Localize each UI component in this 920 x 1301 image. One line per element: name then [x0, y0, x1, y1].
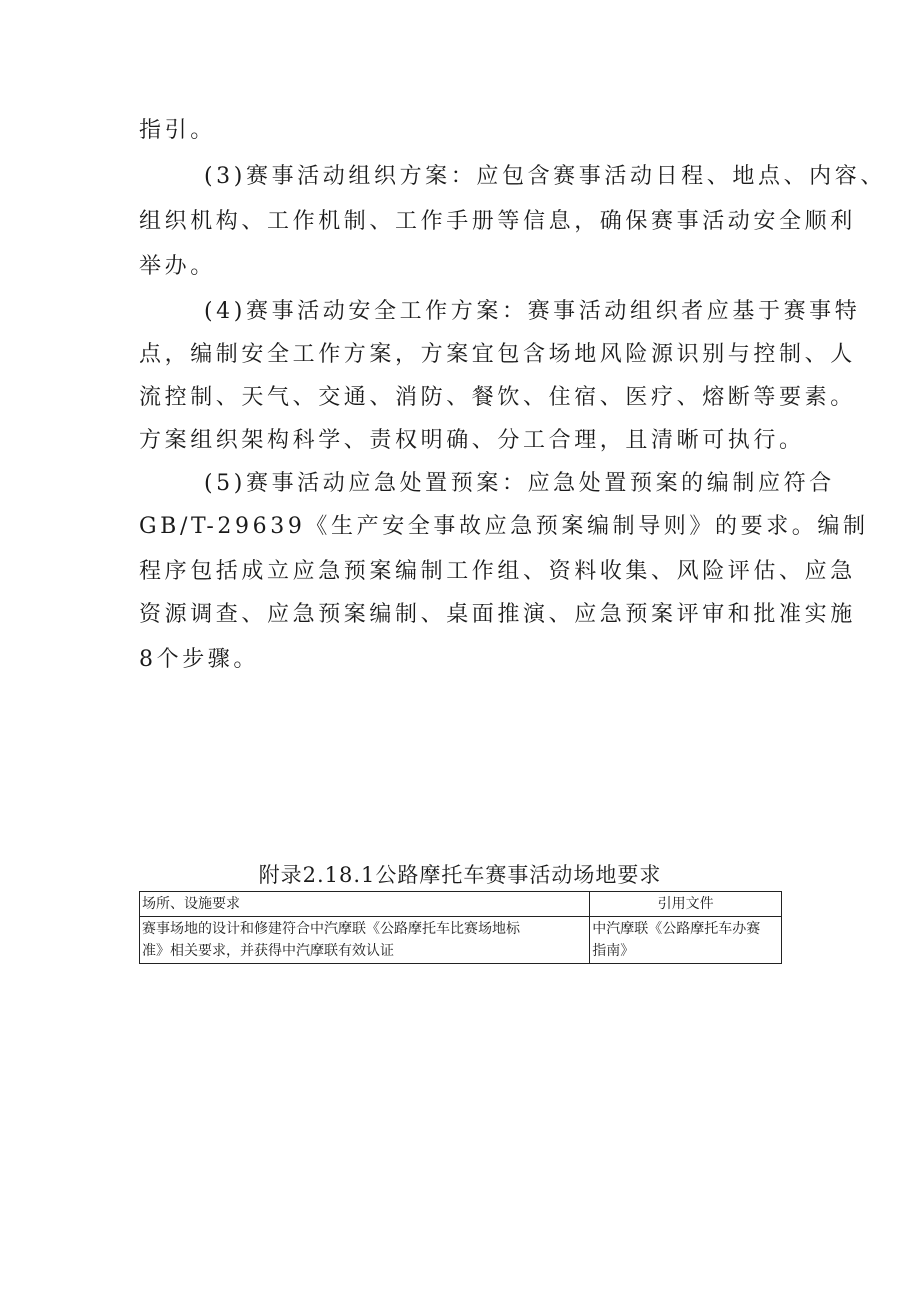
body-line-11: 程序包括成立应急预案编制工作组、资料收集、风险评估、应急 — [139, 559, 856, 584]
body-line-5: (4)赛事活动安全工作方案：赛事活动组织者应基于赛事特 — [204, 299, 861, 324]
body-line-12: 资源调查、应急预案编制、桌面推演、应急预案评审和批准实施 — [139, 602, 856, 627]
body-line-13: 8个步骤。 — [139, 647, 259, 672]
requirement-text-line-1: 赛事场地的设计和修建符合中汽摩联《公路摩托车比赛场地标 — [142, 921, 520, 937]
header-requirement: 场所、设施要求 — [140, 892, 590, 917]
reference-text-line-2: 指南》 — [592, 943, 635, 959]
body-line-3: 组织机构、工作机制、工作手册等信息，确保赛事活动安全顺利 — [139, 209, 856, 234]
requirements-table — [139, 891, 782, 964]
body-line-9: (5)赛事活动应急处置预案：应急处置预案的编制应符合 — [204, 471, 835, 496]
table-row — [140, 917, 782, 964]
requirement-cell — [140, 917, 590, 964]
requirement-text-line-2: 准》相关要求，并获得中汽摩联有效认证 — [142, 943, 394, 959]
body-line-10: GB/T-29639《生产安全事故应急预案编制导则》的要求。编制 — [139, 514, 869, 539]
reference-text-line-1: 中汽摩联《公路摩托车办赛 — [592, 921, 761, 937]
body-line-7: 流控制、天气、交通、消防、餐饮、住宿、医疗、熔断等要素。 — [139, 385, 856, 410]
body-line-2: (3)赛事活动组织方案：应包含赛事活动日程、地点、内容、 — [204, 164, 886, 189]
reference-cell — [590, 917, 782, 964]
table-header-row — [140, 892, 782, 917]
header-reference: 引用文件 — [590, 892, 782, 917]
body-line-8: 方案组织架构科学、责权明确、分工合理，且清晰可执行。 — [139, 428, 805, 453]
body-line-6: 点，编制安全工作方案，方案宜包含场地风险源识别与控制、人 — [139, 342, 856, 367]
body-line-4: 举办。 — [139, 254, 216, 279]
appendix-caption: 附录2.18.1公路摩托车赛事活动场地要求 — [258, 863, 662, 887]
body-line-1: 指引。 — [139, 118, 216, 143]
